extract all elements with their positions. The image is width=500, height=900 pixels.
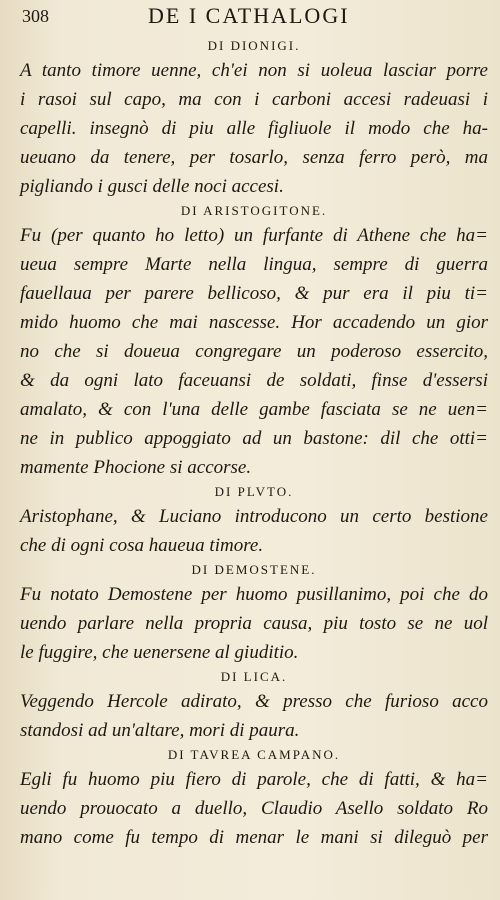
section-heading: DI TAVREA CAMPANO. bbox=[167, 747, 341, 762]
text-line: i rasoi sul capo, ma con i carboni accesi radeuasi i bbox=[20, 89, 488, 110]
text-line: & da ogni lato faceuansi de soldati, finse d'essersi bbox=[20, 370, 488, 391]
text-line: Fu notato Demostene per huomo pusillanimo, poi che do bbox=[20, 584, 488, 605]
section-heading: DI ARISTOGITONE. bbox=[180, 203, 328, 218]
text-line: Veggendo Hercole adirato, & presso che furioso acco bbox=[20, 691, 488, 712]
text-line: capelli. insegnò di piu alle figliuole il modo che ha- bbox=[20, 118, 488, 139]
text-line: A tanto timore uenne, ch'ei non si uoleua lasciar porre bbox=[20, 60, 488, 81]
text-line: standosi ad un'altare, mori di paura. bbox=[20, 720, 300, 741]
text-line: mido huomo che mai nascesse. Hor accadendo un gior bbox=[20, 312, 488, 333]
page-number: 308 bbox=[22, 6, 49, 26]
section-heading: DI PLVTO. bbox=[214, 484, 294, 499]
text-line: Fu (per quanto ho letto) un furfante di Athene che ha= bbox=[20, 225, 488, 246]
text-line: uendo prouocato a duello, Claudio Asello soldato Ro bbox=[20, 798, 488, 819]
text-line: mano come fu tempo di menar le mani si dileguò per bbox=[20, 827, 488, 848]
text-line: pigliando i gusci delle noci accesi. bbox=[20, 176, 284, 197]
text-line: uendo parlare nella propria causa, piu tosto se ne uol bbox=[20, 613, 488, 634]
text-line: Aristophane, & Luciano introducono un certo bestione bbox=[20, 506, 488, 527]
running-title: DE I CATHALOGI bbox=[148, 3, 350, 28]
running-head bbox=[18, 2, 482, 30]
text-line: ne in publico appoggiato ad un bastone: dil che otti= bbox=[20, 428, 488, 449]
text-line: fauellaua per parere bellicoso, & pur era il piu ti= bbox=[20, 283, 488, 304]
text-line: mamente Phocione si accorse. bbox=[20, 457, 252, 478]
page-text bbox=[20, 36, 488, 852]
text-line: che di ogni cosa haueua timore. bbox=[20, 535, 264, 556]
text-line: ueua sempre Marte nella lingua, sempre di guerra bbox=[20, 254, 488, 275]
text-line: ueuano da tenere, per tosarlo, senza ferro però, ma bbox=[20, 147, 488, 168]
text-line: Egli fu huomo piu fiero di parole, che di fatti, & ha= bbox=[20, 769, 488, 790]
text-line: amalato, & con l'una delle gambe fasciata se ne uen= bbox=[20, 399, 488, 420]
section-heading: DI LICA. bbox=[220, 669, 288, 684]
section-heading: DI DIONIGI. bbox=[207, 38, 301, 53]
text-line: le fuggire, che uenersene al giuditio. bbox=[20, 642, 299, 663]
text-line: no che si doueua congregare un poderoso essercito, bbox=[20, 341, 488, 362]
section-heading: DI DEMOSTENE. bbox=[191, 562, 317, 577]
